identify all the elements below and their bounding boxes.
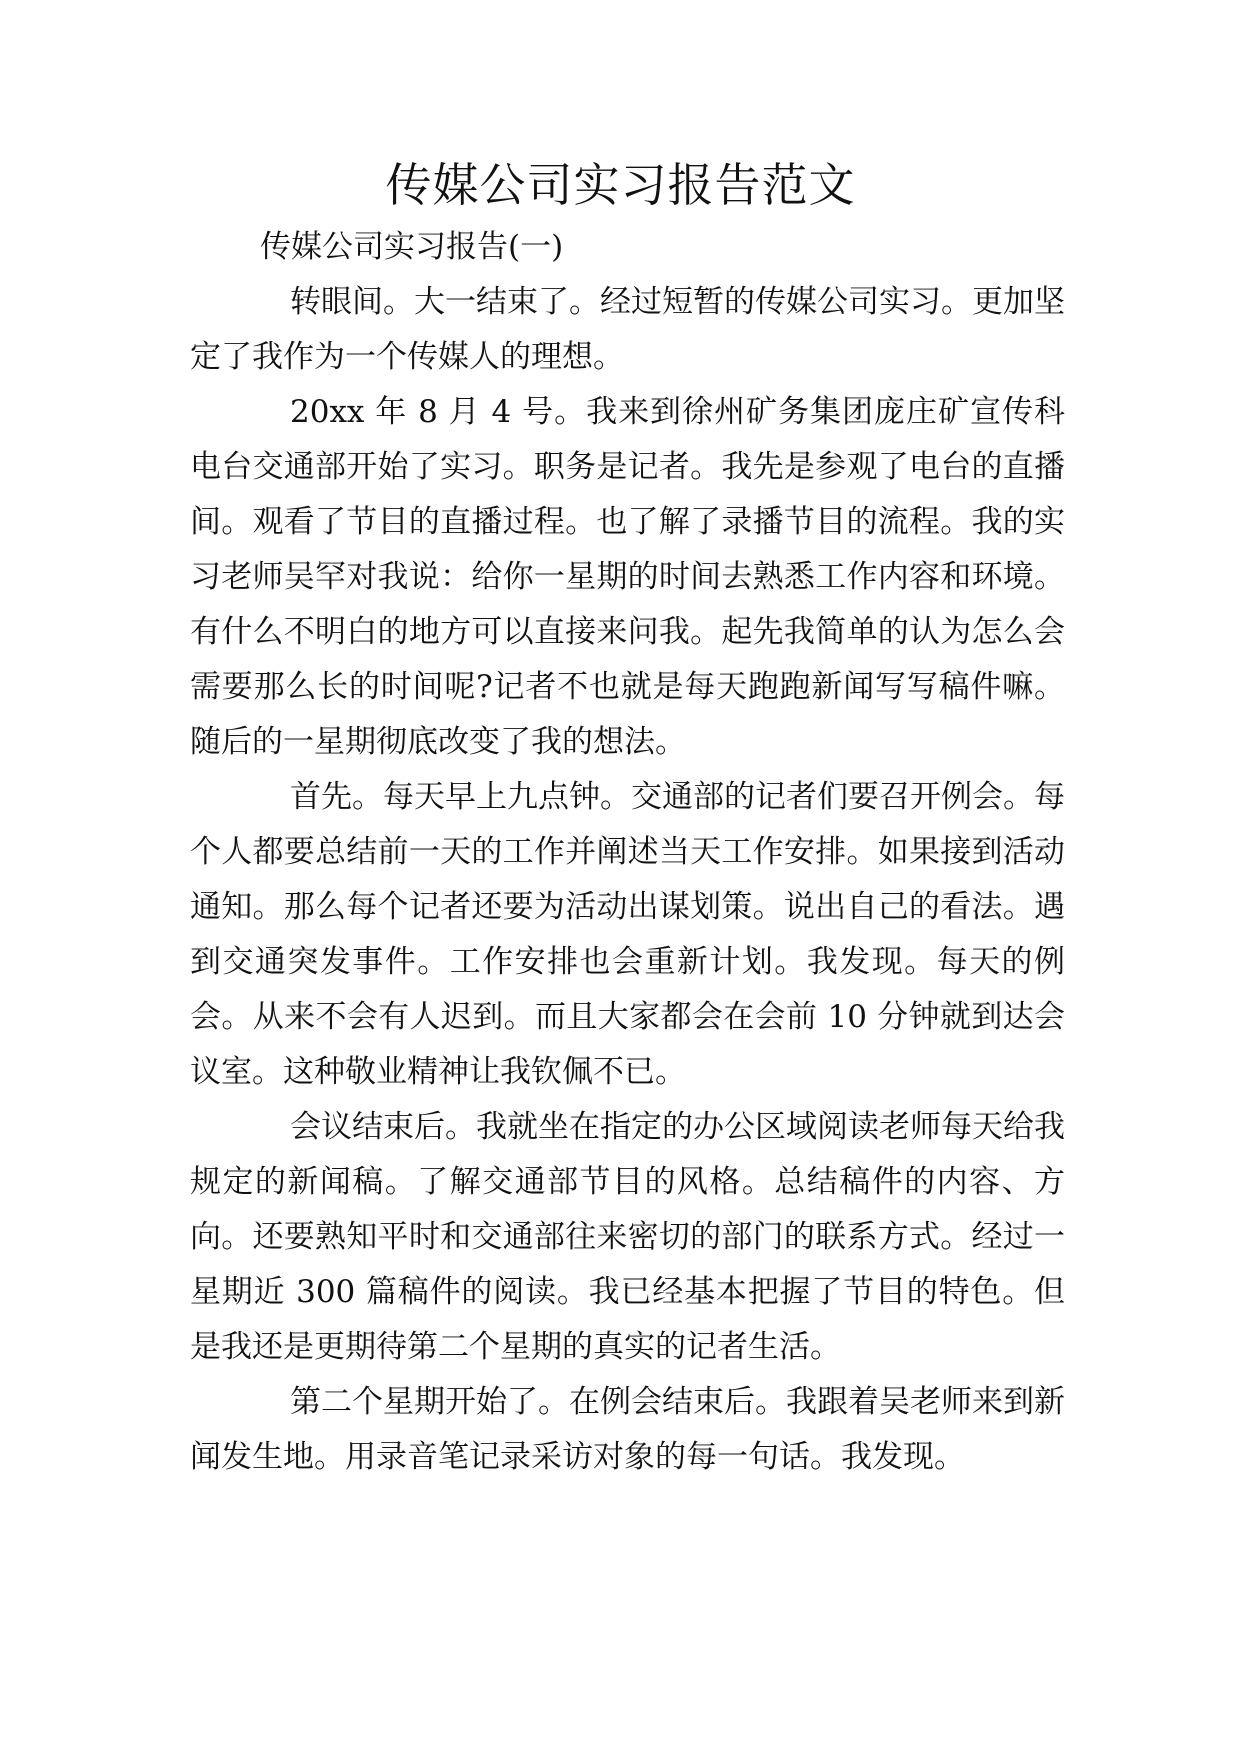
paragraph-1: 转眼间。大一结束了。经过短暂的传媒公司实习。更加坚定了我作为一个传媒人的理想。 <box>190 284 1065 375</box>
paragraph-3: 首先。每天早上九点钟。交通部的记者们要召开例会。每个人都要总结前一天的工作并阐述当天工作安排。如果接到活动通知。那么每个记者还要为活动出谋划策。说出自己的看法。遇到交通突发事件。工作安排也会重新计划。我发现。每天的例会。从来不会有人迟到。而且大家都会在会前 10 分钟就到达会议室。这种敬业精神让我钦佩不已。 <box>190 779 1065 1090</box>
paragraph-2: 20xx 年 8 月 4 号。我来到徐州矿务集团庞庄矿宣传科电台交通部开始了实习。职务是记者。我先是参观了电台的直播间。观看了节目的直播过程。也了解了录播节目的流程。我的实习老师吴罕对我说：给你一星期的时间去熟悉工作内容和环境。有什么不明白的地方可以直接来问我。起先我简单的认为怎么会需要那么长的时间呢?记者不也就是每天跑跑新闻写写稿件嘛。随后的一星期彻底改变了我的想法。 <box>190 394 1065 760</box>
paragraph-4: 会议结束后。我就坐在指定的办公区域阅读老师每天给我规定的新闻稿。了解交通部节目的风格。总结稿件的内容、方向。还要熟知平时和交通部往来密切的部门的联系方式。经过一星期近 300 篇稿件的阅读。我已经基本把握了节目的特色。但是我还是更期待第二个星期的真实的记者生活。 <box>190 1109 1065 1365</box>
document-title: 传媒公司实习报告范文 <box>385 158 856 212</box>
document-body <box>190 220 1065 1485</box>
section-subtitle: 传媒公司实习报告(一) <box>260 229 564 265</box>
paragraph-5: 第二个星期开始了。在例会结束后。我跟着吴老师来到新闻发生地。用录音笔记录采访对象的每一句话。我发现。 <box>190 1384 1065 1475</box>
